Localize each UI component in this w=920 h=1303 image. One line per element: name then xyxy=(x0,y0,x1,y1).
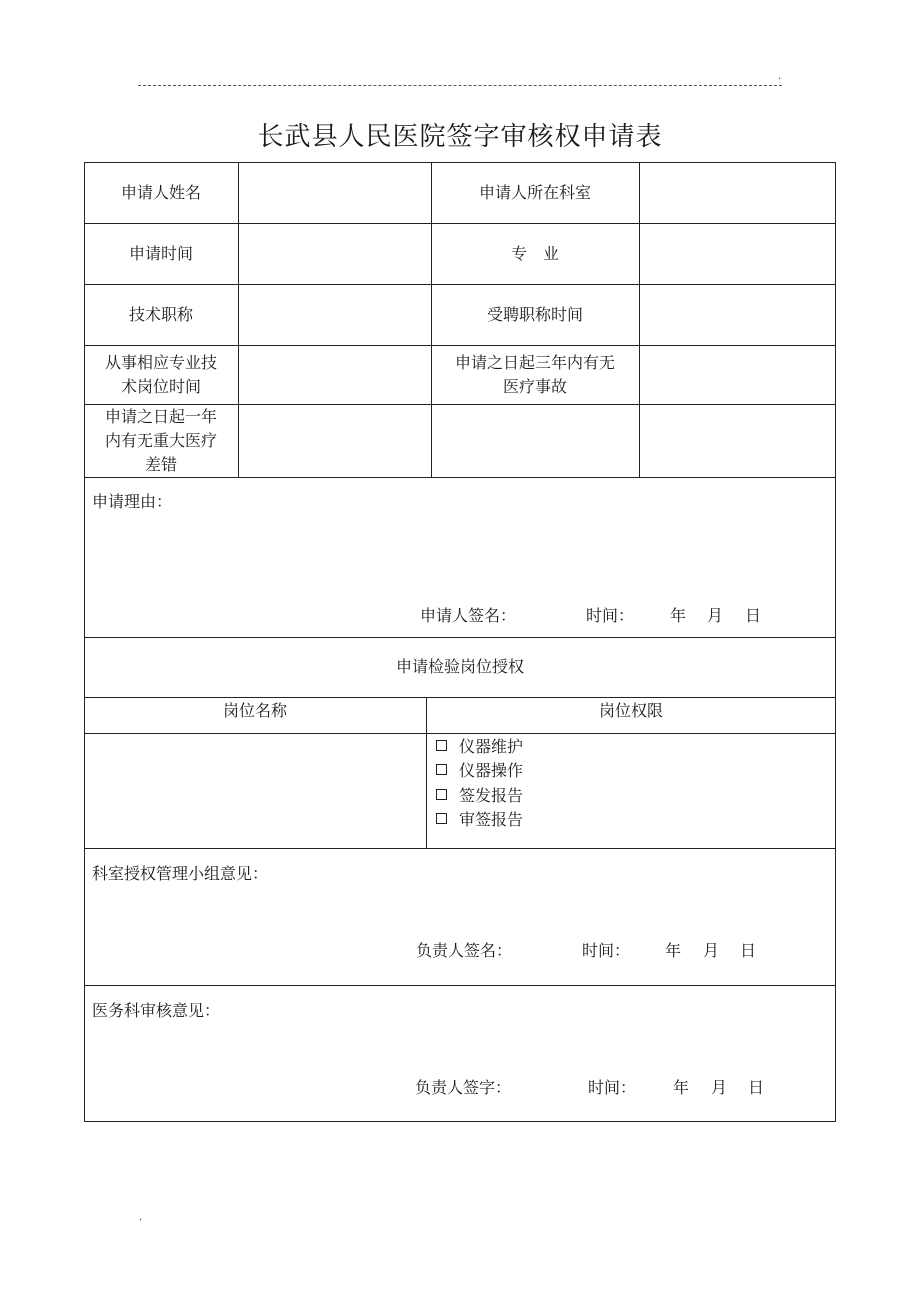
medical-day: 日 xyxy=(748,1078,765,1097)
tenure-label xyxy=(84,345,238,404)
error-label xyxy=(84,404,238,477)
permission-item[interactable] xyxy=(436,733,523,758)
major-field[interactable] xyxy=(639,223,836,284)
checkbox-instrument-operation[interactable] xyxy=(436,764,447,775)
dept-signature-label: 负责人签名： xyxy=(416,941,513,960)
dept-year: 年 xyxy=(665,941,682,960)
dept-opinion-label: 科室授权管理小组意见： xyxy=(92,864,269,883)
professional-title-field[interactable] xyxy=(238,284,431,345)
position-name-header: 岗位名称 xyxy=(222,701,287,720)
medical-year: 年 xyxy=(673,1078,690,1097)
reason-year: 年 xyxy=(670,606,687,625)
error-label-line-3: 差错 xyxy=(144,454,177,474)
permission-list xyxy=(436,733,523,831)
permission-item[interactable] xyxy=(436,758,523,783)
accident-label-line-2: 医疗事故 xyxy=(502,376,567,396)
error-label-line-2: 内有无重大医疗 xyxy=(104,430,217,450)
appointment-date-label: 受聘职称时间 xyxy=(486,304,583,324)
applicant-name-field[interactable] xyxy=(238,162,431,223)
dept-time-label: 时间： xyxy=(582,941,631,960)
permission-label: 签发报告 xyxy=(459,785,524,805)
permission-label: 仪器维护 xyxy=(459,736,524,756)
blank-cell-2[interactable] xyxy=(639,404,836,477)
permission-item[interactable] xyxy=(436,782,523,807)
major-label: 专 业 xyxy=(510,243,559,263)
position-permission-header: 岗位权限 xyxy=(598,701,663,720)
reason-day: 日 xyxy=(745,606,762,625)
medical-month: 月 xyxy=(711,1078,728,1097)
medical-time-label: 时间： xyxy=(588,1078,637,1097)
medical-opinion-textarea[interactable] xyxy=(92,1027,828,1072)
checkbox-review-report[interactable] xyxy=(436,813,447,824)
accident-label xyxy=(431,345,639,404)
tenure-label-line-1: 从事相应专业技 xyxy=(104,352,217,372)
accident-label-line-1: 申请之日起三年内有无 xyxy=(454,352,615,372)
applicant-dept-label: 申请人所在科室 xyxy=(478,182,591,202)
applicant-dept-field[interactable] xyxy=(639,162,836,223)
reason-month: 月 xyxy=(707,606,724,625)
application-date-label: 申请时间 xyxy=(128,243,193,263)
position-name-field[interactable] xyxy=(84,733,426,848)
error-field[interactable] xyxy=(238,404,431,477)
reason-label: 申请理由： xyxy=(92,492,173,511)
checkbox-issue-report[interactable] xyxy=(436,789,447,800)
footer-dot: . xyxy=(139,1212,143,1223)
accident-field[interactable] xyxy=(639,345,836,404)
reason-time-label: 时间： xyxy=(586,606,635,625)
tenure-field[interactable] xyxy=(238,345,431,404)
dept-opinion-textarea[interactable] xyxy=(92,890,828,935)
reason-textarea[interactable] xyxy=(92,520,828,600)
professional-title-label: 技术职称 xyxy=(128,304,193,324)
auth-section-title: 申请检验岗位授权 xyxy=(395,657,524,676)
checkbox-instrument-maintenance[interactable] xyxy=(436,740,447,751)
header-rule xyxy=(138,85,782,86)
reason-signature-label: 申请人签名： xyxy=(420,606,517,625)
appointment-date-field[interactable] xyxy=(639,284,836,345)
permission-item[interactable] xyxy=(436,807,523,832)
medical-signature-label: 负责人签字： xyxy=(415,1078,512,1097)
tenure-label-line-2: 术岗位时间 xyxy=(120,376,201,396)
medical-opinion-label: 医务科审核意见： xyxy=(92,1001,221,1020)
header-dot: . xyxy=(778,71,782,82)
dept-day: 日 xyxy=(740,941,757,960)
dept-month: 月 xyxy=(703,941,720,960)
application-date-field[interactable] xyxy=(238,223,431,284)
applicant-name-label: 申请人姓名 xyxy=(120,182,201,202)
permission-label: 审签报告 xyxy=(459,810,524,830)
form-title: 长武县人民医院签字审核权申请表 xyxy=(257,122,663,152)
error-label-line-1: 申请之日起一年 xyxy=(104,406,217,426)
blank-cell-1[interactable] xyxy=(431,404,639,477)
permission-label: 仪器操作 xyxy=(459,761,524,781)
